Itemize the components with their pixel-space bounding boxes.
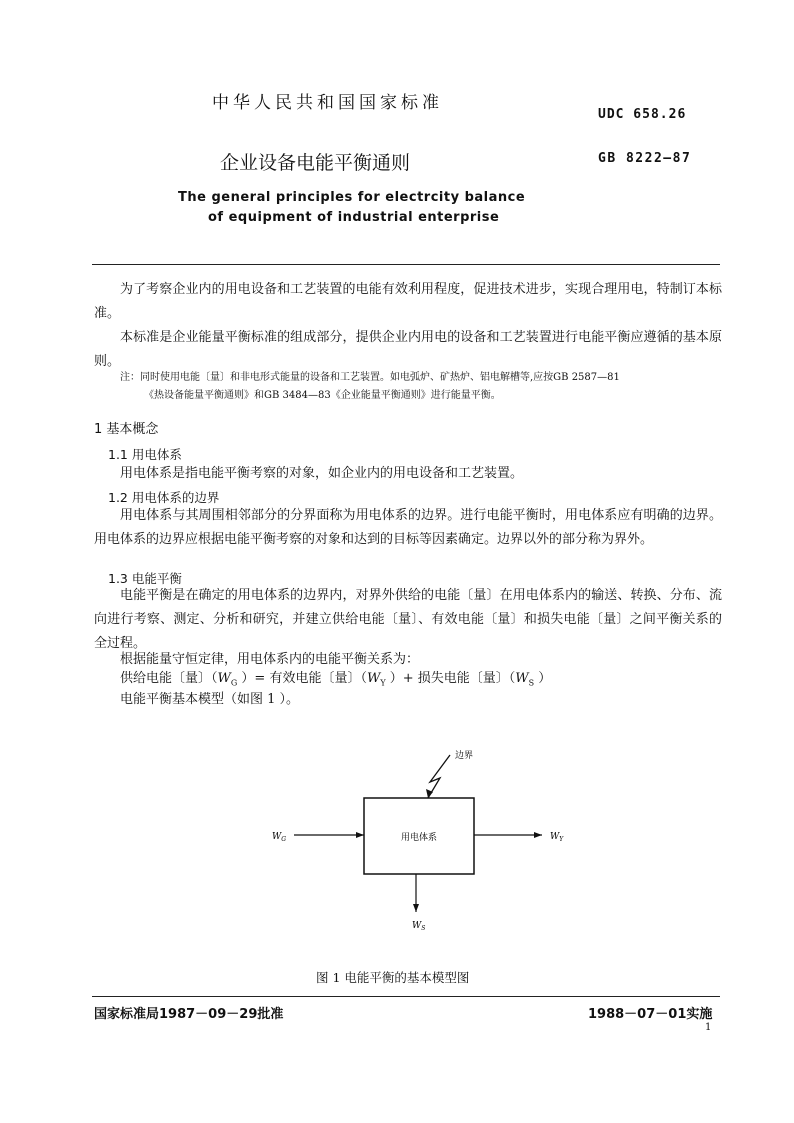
section-1-3-text-2: 根据能量守恒定律，用电体系内的电能平衡关系为： [120,652,420,667]
boundary-label: 边界 [455,751,474,761]
section-1-3-text-3: 电能平衡基本模型（如图 1 ）。 [120,692,300,707]
energy-balance-diagram [260,740,580,940]
section-1-3-heading: 1.3 电能平衡 [108,571,182,586]
udc-code: UDC 658.26 [598,107,687,122]
approval-date: 国家标准局1987－09－29批准 [94,1007,284,1022]
header-divider [92,264,720,265]
english-title-line2: of equipment of industrial enterprise [208,210,500,225]
box-label: 用电体系 [400,833,438,843]
footer-divider [92,996,720,997]
note-line-1: 注：同时使用电能〔量〕和非电形式能量的设备和工艺装置。如电弧炉、矿热炉、铝电解槽等,应按GB 2587—81 [120,372,620,383]
section-1-2-heading: 1.2 用电体系的边界 [108,490,220,505]
input-label: $W_G$ [272,832,287,843]
gb-code: GB 8222—87 [598,151,692,166]
section-1-3-text: 电能平衡是在确定的用电体系的边界内，对界外供给的电能〔量〕在用电体系内的输送、转换、分布、流向进行考察、测定、分析和研究，并建立供给电能〔量〕、有效电能〔量〕和损失电能〔量〕之间平衡关系的全过程。 [94,588,722,651]
page-number: 1 [705,1022,712,1033]
formula-part-d: ） [534,671,552,686]
section-1-heading: 1 基本概念 [94,422,159,437]
formula-s-sub: S [528,678,535,688]
figure-caption: 图 1 电能平衡的基本模型图 [316,970,470,985]
effective-date: 1988－07－01实施 [588,1007,713,1022]
formula-y-sub: Y [380,678,386,688]
formula-wy: W [366,671,381,686]
national-standard-heading: 中华人民共和国国家标准 [212,93,443,113]
intro-paragraph-1: 为了考察企业内的用电设备和工艺装置的电能有效利用程度，促进技术进步，实现合理用电，特制订本标准。 [94,282,722,321]
note-line-2: 《热设备能量平衡通则》和GB 3484—83《企业能量平衡通则》进行能量平衡。 [144,390,501,401]
section-1-2-text: 用电体系与其周围相邻部分的分界面称为用电体系的边界。进行电能平衡时，用电体系应有明确的边界。用电体系的边界应根据电能平衡考察的对象和达到的目标等因素确定。边界以外的部分称为界外。 [94,508,722,547]
section-1-1-text: 用电体系是指电能平衡考察的对象，如企业内的用电设备和工艺装置。 [120,466,524,481]
formula-ws: W [515,671,529,686]
output-label: $W_Y$ [550,832,564,843]
loss-arrow-head [413,904,419,912]
input-arrow-head [356,832,364,838]
intro-paragraph-2: 本标准是企业能量平衡标准的组成部分，提供企业内用电的设备和工艺装置进行电能平衡应遵循的基本原则。 [94,330,722,369]
document-title: 企业设备电能平衡通则 [220,152,411,174]
output-arrow-head [534,832,542,838]
section-1-1-heading: 1.1 用电体系 [108,447,182,462]
formula-g-sub: G [230,678,238,688]
loss-label: $W_S$ [412,921,426,932]
formula-part-b: ）= 有效电能〔量〕（ [237,671,367,686]
formula-wg: W [217,671,231,686]
english-title-line1: The general principles for electrcity balance [178,190,526,205]
formula-part-a: 供给电能〔量〕（ [120,671,218,686]
formula-part-c: ）+ 损失电能〔量〕（ [385,671,516,686]
